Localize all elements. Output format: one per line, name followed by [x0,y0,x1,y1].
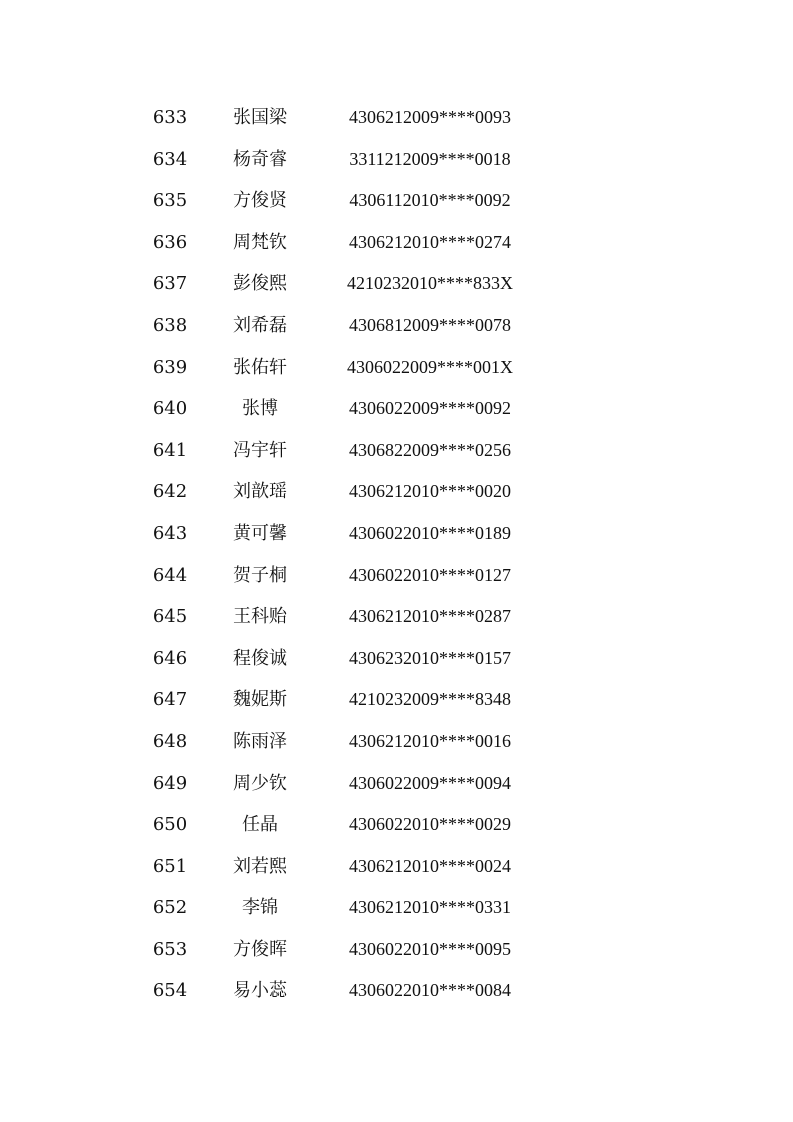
entry-name: 王科贻 [233,606,287,628]
entry-id-number: 4306022009****0094 [349,772,511,793]
entry-id-number: 4306212010****0020 [349,481,511,502]
list-item [0,887,793,929]
list-item [0,263,793,305]
entry-name: 易小蕊 [233,980,287,1002]
entry-number: 649 [152,772,188,794]
list-item [0,430,793,472]
entry-name: 黄可馨 [233,522,287,544]
entry-number: 635 [152,190,188,212]
entry-name: 刘若熙 [233,855,287,877]
entry-id-number: 4210232010****833X [347,273,513,294]
entry-number: 651 [152,855,188,877]
entry-name: 周少钦 [233,772,287,794]
entry-name: 方俊贤 [233,190,287,212]
entry-id-number: 4306812009****0078 [349,314,511,335]
entry-number: 642 [152,481,188,503]
entry-id-number: 4306022010****0084 [349,980,511,1001]
list-item [0,596,793,638]
list-item [0,347,793,389]
list-item [0,471,793,513]
entry-id-number: 4306212010****0274 [349,231,511,252]
entry-number: 639 [152,356,188,378]
list-item [0,970,793,1012]
list-item [0,555,793,597]
entry-number: 648 [152,730,188,752]
list-item [0,721,793,763]
list-item [0,638,793,680]
entry-id-number: 4306022010****0029 [349,814,511,835]
entry-id-number: 4306022010****0095 [349,938,511,959]
entry-name: 杨奇睿 [233,148,287,170]
list-item [0,305,793,347]
entry-name: 刘歆瑶 [233,481,287,503]
entry-id-number: 4306822009****0256 [349,439,511,460]
list-item [0,97,793,139]
entry-number: 647 [152,689,188,711]
entry-name: 彭俊熙 [233,273,287,295]
entry-number: 654 [152,980,188,1002]
entry-number: 646 [152,647,188,669]
entry-name: 贺子桐 [233,564,287,586]
entry-id-number: 4306022010****0127 [349,564,511,585]
list-item [0,222,793,264]
entry-number: 653 [152,938,188,960]
list-item [0,679,793,721]
list-item [0,139,793,181]
entry-id-number: 4210232009****8348 [349,689,511,710]
roster-list [0,97,793,1012]
list-item [0,929,793,971]
entry-name: 冯宇轩 [233,439,287,461]
entry-number: 652 [152,897,188,919]
entry-number: 641 [152,439,188,461]
list-item [0,513,793,555]
list-item [0,763,793,805]
entry-number: 638 [152,314,188,336]
entry-number: 650 [152,814,188,836]
entry-id-number: 4306112010****0092 [349,190,511,211]
list-item [0,846,793,888]
entry-id-number: 4306022010****0189 [349,522,511,543]
entry-number: 644 [152,564,188,586]
entry-name: 刘希磊 [233,314,287,336]
entry-number: 636 [152,231,188,253]
entry-id-number: 4306212010****0331 [349,897,511,918]
entry-id-number: 4306212010****0287 [349,606,511,627]
entry-number: 640 [152,398,188,420]
entry-id-number: 4306212010****0016 [349,730,511,751]
entry-name: 方俊晖 [233,938,287,960]
entry-id-number: 4306232010****0157 [349,647,511,668]
entry-id-number: 3311212009****0018 [349,148,511,169]
entry-id-number: 4306212009****0093 [349,107,511,127]
entry-number: 643 [152,522,188,544]
entry-name: 张博 [242,398,278,420]
entry-name: 魏妮斯 [233,689,287,711]
entry-name: 张佑轩 [233,356,287,378]
entry-name: 程俊诚 [233,647,287,669]
list-item [0,388,793,430]
entry-name: 周梵钦 [233,231,287,253]
entry-id-number: 4306212010****0024 [349,855,511,876]
entry-number: 633 [152,107,188,128]
entry-name: 任晶 [242,814,278,836]
entry-number: 637 [152,273,188,295]
entry-name: 张国梁 [233,107,287,128]
entry-number: 645 [152,606,188,628]
entry-name: 陈雨泽 [233,730,287,752]
list-item [0,804,793,846]
list-item [0,180,793,222]
entry-id-number: 4306022009****0092 [349,398,511,419]
entry-name: 李锦 [242,897,278,919]
entry-id-number: 4306022009****001X [347,356,513,377]
entry-number: 634 [152,148,188,170]
